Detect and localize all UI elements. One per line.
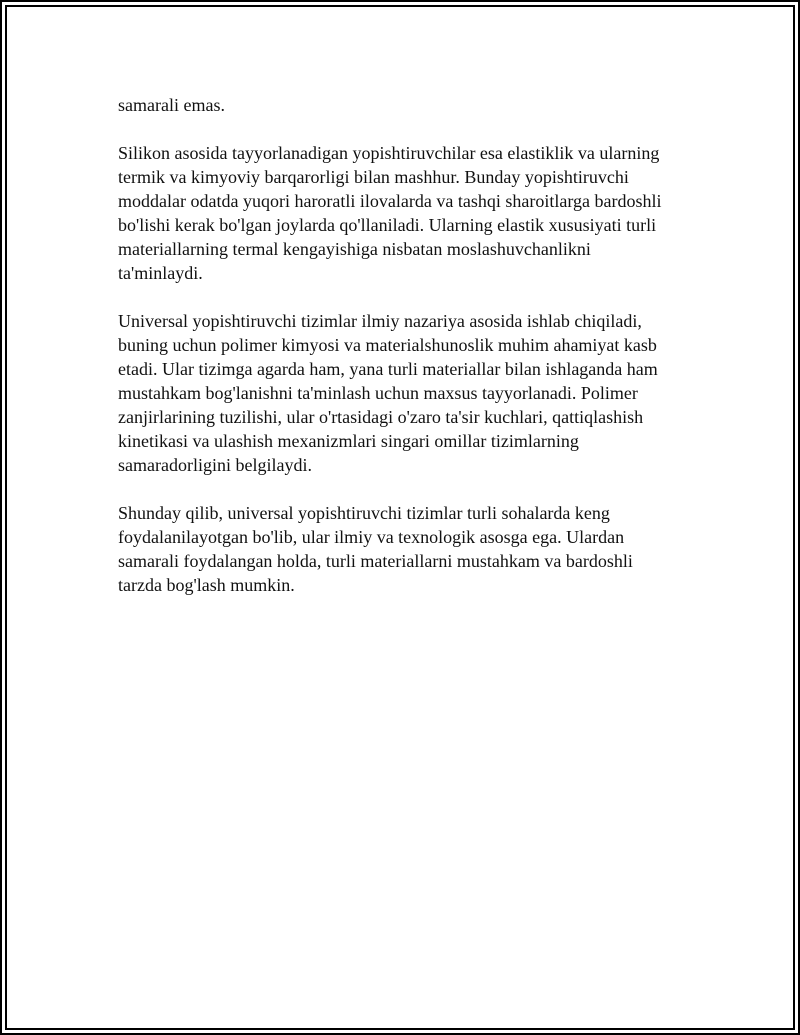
- paragraph-2: Silikon asosida tayyorlanadigan yopishtiruvchilar esa elastiklik va ularning termik va kimyoviy barqarorligi bilan mashhur. Bunday yopishtiruvchi moddalar odatda yuqori haroratli ilovalarda va tashqi sharoitlarga bardoshli bo'lishi kerak bo'lgan joylarda qo'llaniladi. Ularning elastik xususiyati turli materiallarning termal kengayishiga nisbatan moslashuvchanlikni ta'minlaydi.: [118, 143, 662, 283]
- paragraph-4: Shunday qilib, universal yopishtiruvchi tizimlar turli sohalarda keng foydalanilayotgan bo'lib, ular ilmiy va texnologik asosga ega. Ulardan samarali foydalangan holda, turli materiallarni mustahkam va bardoshli tarzda bog'lash mumkin.: [118, 503, 633, 595]
- page-border-inner: [5, 5, 795, 1030]
- paragraph-3: Universal yopishtiruvchi tizimlar ilmiy nazariya asosida ishlab chiqiladi, buning uchun polimer kimyosi va materialshunoslik muhim ahamiyat kasb etadi. Ular tizimga agarda ham, yana turli materiallar bilan ishlaganda ham mustahkam bog'lanishni ta'minlash uchun maxsus tayyorlanadi. Polimer zanjirlarining tuzilishi, ular o'rtasidagi o'zaro ta'sir kuchlari, qattiqlashish kinetikasi va ulashish mexanizmlari singari omillar tizimlarning samaradorligini belgilaydi.: [118, 311, 658, 475]
- document-body: [118, 93, 688, 621]
- paragraph-1: samarali emas.: [118, 95, 225, 115]
